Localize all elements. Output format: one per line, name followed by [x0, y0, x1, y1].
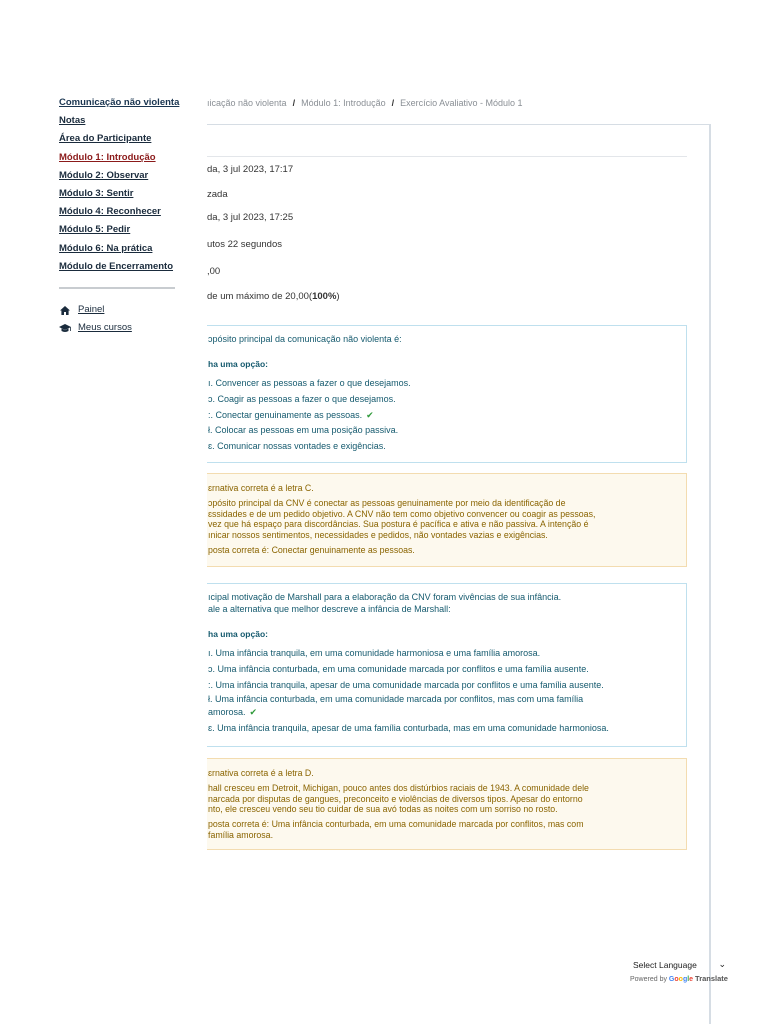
- sidebar-divider: [59, 287, 175, 289]
- powered-by-label: Powered by: [630, 976, 667, 983]
- answer-option: ł. Colocar as pessoas em uma posição passiva.: [208, 425, 399, 436]
- sidebar-item-module-2[interactable]: Módulo 2: Observar: [59, 169, 149, 181]
- check-icon: ✔: [366, 409, 374, 420]
- feedback-line: narcada por disputas de gangues, preconceito e violências de diversos tipos. Apesar do entorno: [208, 793, 583, 804]
- sidebar-item-dashboard[interactable]: [59, 301, 177, 319]
- answer-option: ɔ. Uma infância conturbada, em uma comunidade marcada por conflitos e uma família ausente.: [208, 663, 589, 674]
- summary-grade: [207, 291, 340, 302]
- answer-option-correct: [208, 408, 686, 424]
- summary-started: da, 3 jul 2023, 17:17: [207, 164, 294, 175]
- answer-option: ɛ. Comunicar nossas vontades e exigências.: [208, 441, 386, 452]
- sidebar-item-course[interactable]: Comunicação não violenta: [59, 97, 180, 108]
- answer-option: ɔ. Coagir as pessoas a fazer o que desejamos.: [208, 393, 396, 404]
- feedback-line: ɛssidades e de um pedido objetivo. A CNV não tem como objetivo convencer ou coagir as pessoas,: [208, 508, 596, 519]
- answer-option: ɛ. Uma infância tranquila, apesar de uma família conturbada, mas em uma comunidade harmoniosa.: [208, 723, 609, 734]
- question-2-prompt: ha uma opção:: [208, 629, 268, 639]
- sidebar-item-grades[interactable]: Notas: [59, 115, 86, 127]
- home-icon: [59, 305, 71, 315]
- breadcrumb-module[interactable]: Módulo 1: Introdução: [301, 98, 386, 108]
- feedback-line: vez que há espaço para discordâncias. Sua postura é pacífica e ativa e não passiva. A intenção é: [208, 519, 589, 530]
- sidebar-item-closing-module[interactable]: Módulo de Encerramento: [59, 260, 174, 272]
- feedback-2: [207, 758, 687, 850]
- answer-option-label: :. Conectar genuinamente as pessoas.: [208, 409, 363, 420]
- question-2: [207, 583, 687, 747]
- sidebar-item-module-4[interactable]: Módulo 4: Reconhecer: [59, 206, 161, 218]
- answer-option-label-cont: amorosa.: [208, 707, 246, 718]
- feedback-correct-answer-cont: família amorosa.: [208, 829, 274, 840]
- summary-completed: da, 3 jul 2023, 17:25: [207, 212, 294, 223]
- google-logo: Google: [668, 976, 694, 983]
- language-widget: [630, 958, 740, 983]
- graduation-cap-icon: [59, 323, 71, 333]
- grade-prefix: de um máximo de 20,00(: [207, 291, 313, 302]
- grade-suffix: ): [336, 291, 340, 302]
- breadcrumb-quiz[interactable]: Exercício Avaliativo - Módulo 1: [400, 98, 523, 108]
- sidebar-item-participant-area[interactable]: Área do Participante: [59, 133, 152, 145]
- content-top-border: [207, 124, 711, 125]
- feedback-line: ɔpósito principal da CNV é conectar as pessoas genuinamente por meio da identificação de: [208, 497, 566, 508]
- sidebar-item-module-5[interactable]: Módulo 5: Pedir: [59, 224, 131, 236]
- feedback-correct-answer: posta correta é: Conectar genuinamente as pessoas.: [208, 544, 415, 555]
- translate-label: Translate: [695, 974, 728, 983]
- dashboard-label: Painel: [78, 304, 105, 316]
- my-courses-label: Meus cursos: [78, 322, 132, 334]
- language-select-label: Select Language: [633, 960, 697, 970]
- check-icon: ✔: [249, 707, 258, 718]
- breadcrumb-separator: /: [292, 98, 296, 108]
- question-2-text: ıcipal motivação de Marshall para a elaboração da CNV foram vivências de sua infância.: [208, 592, 562, 602]
- question-1-prompt: ha uma opção:: [208, 359, 268, 369]
- answer-option-correct: [208, 693, 686, 719]
- feedback-correct-answer: posta correta é: Uma infância conturbada, em uma comunidade marcada por conflitos, mas com: [208, 819, 584, 830]
- answer-option: ı. Uma infância tranquila, em uma comunidade harmoniosa e uma família amorosa.: [208, 648, 541, 658]
- sidebar-item-module-1[interactable]: Módulo 1: Introdução: [59, 151, 156, 163]
- quiz-review-main: [207, 90, 711, 1024]
- feedback-1: [207, 473, 687, 567]
- answer-option: ı. Convencer as pessoas a fazer o que desejamos.: [208, 378, 411, 388]
- summary-time-taken: utos 22 segundos: [207, 239, 283, 250]
- breadcrumb: [207, 98, 523, 108]
- question-1-text: ɔpósito principal da comunicação não violenta é:: [208, 334, 402, 344]
- powered-by-google-translate: [630, 974, 740, 983]
- grade-percent: 100%: [312, 291, 337, 302]
- sidebar-item-my-courses[interactable]: [59, 319, 177, 337]
- summary-top-border: [207, 156, 687, 157]
- summary-state: zada: [207, 189, 228, 200]
- content-right-border: [709, 124, 711, 1024]
- summary-marks: ,00: [207, 266, 221, 277]
- chevron-down-icon: ⌄: [718, 958, 726, 969]
- answer-option-label: ł. Uma infância conturbada, em uma comunidade marcada por conflitos, mas com uma família: [208, 694, 584, 705]
- question-2-text: ale a alternativa que melhor descreve a infância de Marshall:: [208, 604, 451, 614]
- feedback-line: ɛrnativa correta é a letra D.: [208, 768, 314, 778]
- sidebar-item-module-6[interactable]: Módulo 6: Na prática: [59, 242, 153, 254]
- language-select[interactable]: [630, 958, 726, 972]
- question-1: [207, 325, 687, 463]
- feedback-line: hall cresceu em Detroit, Michigan, pouco antes dos distúrbios raciais de 1943. A comunidade dele: [208, 782, 589, 793]
- feedback-line: nto, ele cresceu vendo seu tio cuidar de sua avó todas as noites com um sorriso no rosto.: [208, 804, 558, 815]
- sidebar-item-module-3[interactable]: Módulo 3: Sentir: [59, 188, 134, 200]
- breadcrumb-separator: /: [391, 98, 395, 108]
- feedback-line: ınicar nossos sentimentos, necessidades e pedidos, não vontades vazias e exigências.: [208, 530, 548, 541]
- feedback-line: ɛrnativa correta é a letra C.: [208, 483, 314, 493]
- breadcrumb-course[interactable]: ıicação não violenta: [207, 98, 287, 108]
- course-sidebar: [59, 94, 180, 337]
- answer-option: :. Uma infância tranquila, apesar de uma comunidade marcada por conflitos e uma família ausente.: [208, 679, 604, 690]
